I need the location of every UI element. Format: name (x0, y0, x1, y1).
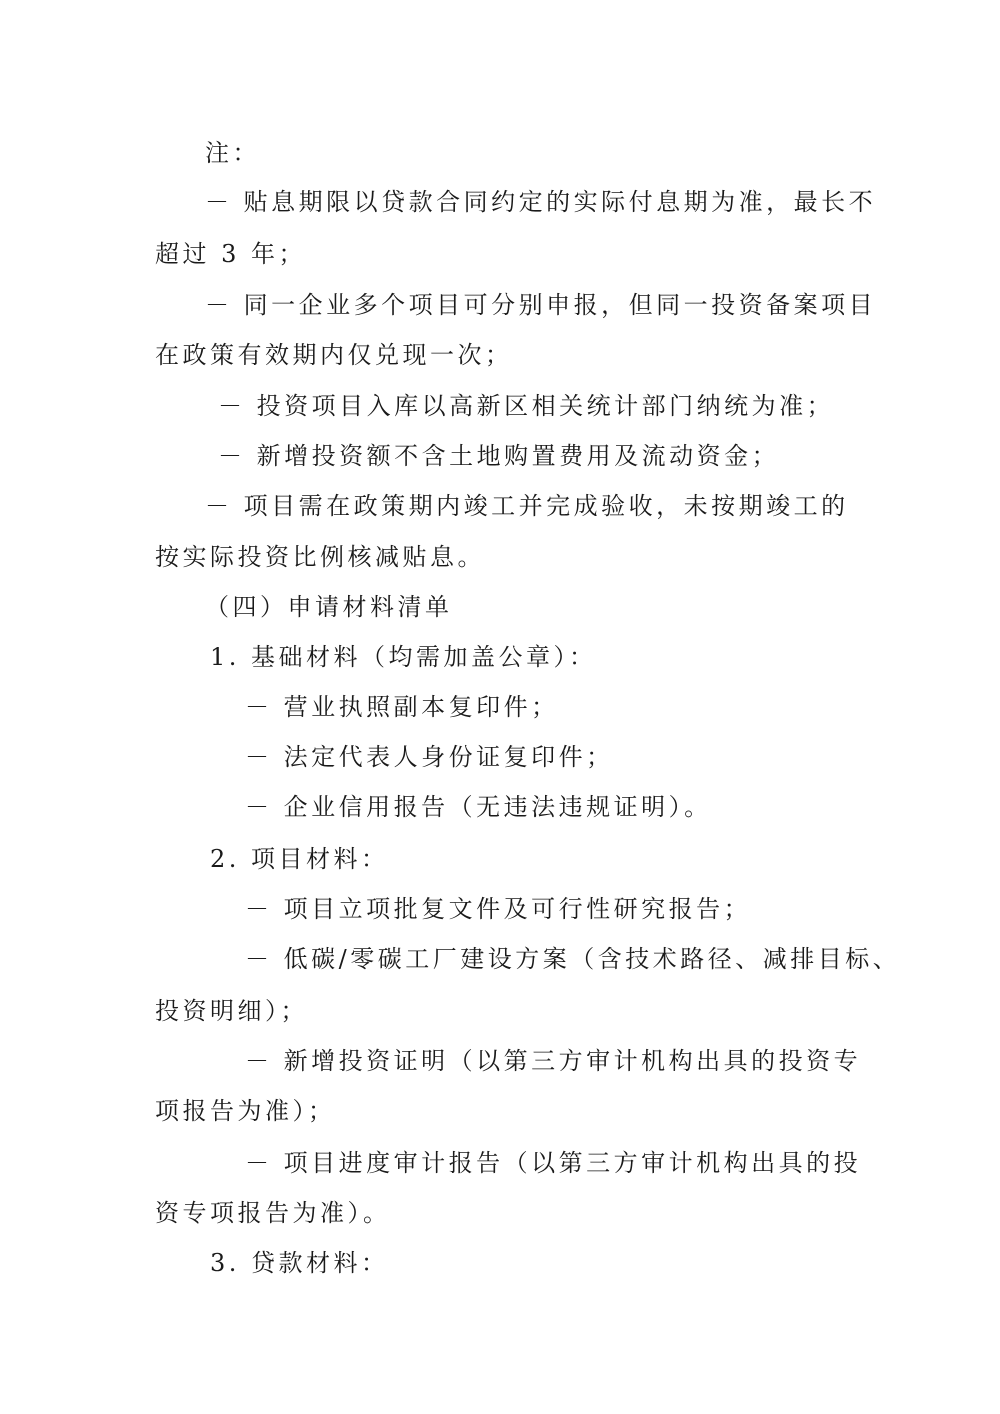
group-2-item-3-line-1: － 新增投资证明（以第三方审计机构出具的投资专 (245, 1047, 862, 1075)
note-item-1-line-2: 超过 3 年； (155, 240, 307, 268)
group-1-item-1: － 营业执照副本复印件； (245, 693, 559, 721)
note-item-1-line-1: － 贴息期限以贷款合同约定的实际付息期为准，最长不 (205, 188, 877, 216)
group-2-item-4-line-2: 资专项报告为准）。 (155, 1199, 391, 1227)
note-item-5-line-1: － 项目需在政策期内竣工并完成验收，未按期竣工的 (205, 492, 849, 520)
group-3-title: 3. 贷款材料： (210, 1249, 389, 1277)
group-2-item-1: － 项目立项批复文件及可行性研究报告； (245, 895, 752, 923)
group-1-item-2: － 法定代表人身份证复印件； (245, 743, 614, 771)
group-1-item-3: － 企业信用报告（无违法违规证明）。 (245, 793, 712, 821)
section-title: （四）申请材料清单 (205, 593, 453, 621)
note-item-4: － 新增投资额不含土地购置费用及流动资金； (218, 442, 780, 470)
note-item-2-line-2: 在政策有效期内仅兑现一次； (155, 341, 513, 369)
note-item-3: － 投资项目入库以高新区相关统计部门纳统为准； (218, 392, 835, 420)
note-item-5-line-2: 按实际投资比例核减贴息。 (155, 543, 485, 571)
group-2-item-2-line-1: － 低碳/零碳工厂建设方案（含技术路径、减排目标、 (245, 945, 901, 973)
group-2-item-3-line-2: 项报告为准）； (155, 1097, 336, 1125)
group-1-title: 1. 基础材料（均需加盖公章）： (210, 643, 597, 671)
note-item-2-line-1: － 同一企业多个项目可分别申报，但同一投资备案项目 (205, 291, 877, 319)
group-2-item-4-line-1: － 项目进度审计报告（以第三方审计机构出具的投 (245, 1149, 862, 1177)
group-2-item-2-line-2: 投资明细）； (155, 997, 308, 1025)
notes-heading: 注： (205, 139, 260, 167)
group-2-title: 2. 项目材料： (210, 845, 389, 873)
